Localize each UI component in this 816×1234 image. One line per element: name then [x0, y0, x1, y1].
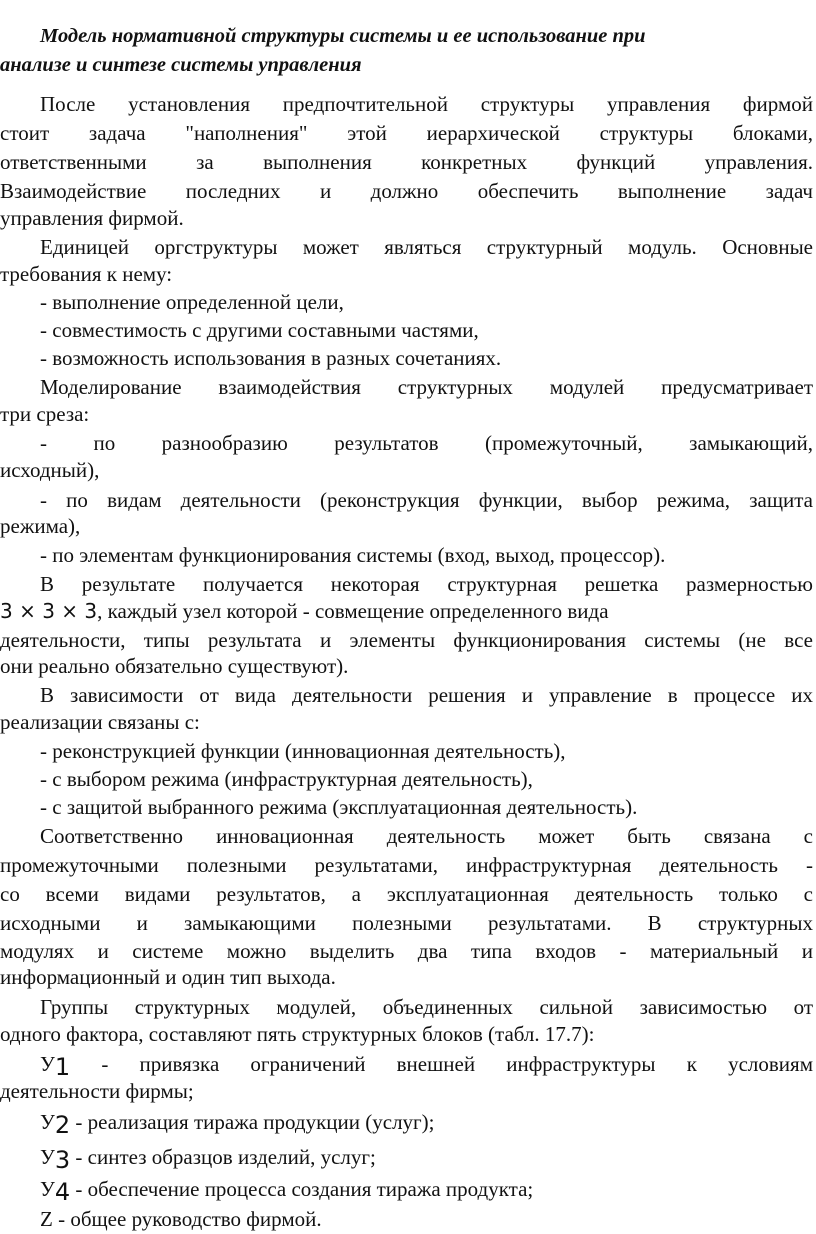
paragraph-line: они реально обязательно существуют).: [0, 654, 349, 678]
paragraph-line: [0, 597, 813, 626]
paragraph-line: одного фактора, составляют пять структурных блоков (табл. 17.7):: [0, 1022, 595, 1046]
dimension-formula: 3 × 3 × 3: [0, 599, 98, 623]
list-item: - реконструкцией функции (инновационная деятельность),: [40, 739, 566, 763]
paragraph-line: Единицей оргструктуры может являться структурный модуль. Основные: [40, 235, 813, 259]
list-item: - по элементам функционирования системы (вход, выход, процессор).: [40, 543, 666, 567]
paragraph-line: со всеми видами результатов, а эксплуатационная деятельность только с: [0, 882, 813, 906]
block-index: 3: [54, 1146, 71, 1174]
list-item: - с защитой выбранного режима (эксплуатационная деятельность).: [40, 795, 638, 819]
paragraph-line: Моделирование взаимодействия структурных модулей предусматривает: [40, 375, 813, 399]
paragraph-line: исходными и замыкающими полезными результатами. В структурных: [0, 911, 813, 935]
paragraph-line: Группы структурных модулей, объединенных сильной зависимостью от: [40, 995, 813, 1019]
block-text: - реализация тиража продукции (услуг);: [70, 1110, 435, 1134]
paragraph-line: ответственными за выполнения конкретных функций управления.: [0, 150, 813, 174]
paragraph-line: стоит задача "наполнения" этой иерархической структуры блоками,: [0, 121, 813, 145]
block-text: - синтез образцов изделий, услуг;: [70, 1145, 376, 1169]
list-item: - с выбором режима (инфраструктурная деятельность),: [40, 767, 533, 791]
paragraph-line: промежуточными полезными результатами, инфраструктурная деятельность -: [0, 853, 813, 877]
paragraph-line: В зависимости от вида деятельности решения и управление в процессе их: [40, 683, 813, 707]
block-letter: У: [40, 1177, 55, 1201]
block-item-y4: [40, 1174, 816, 1204]
block-letter: У: [40, 1110, 55, 1134]
paragraph-line: После установления предпочтительной структуры управления фирмой: [40, 92, 813, 116]
block-item-y1: [40, 1049, 813, 1079]
paragraph-line: Соответственно инновационная деятельность может быть связана с: [40, 824, 813, 848]
block-index: 4: [54, 1178, 71, 1206]
paragraph-line: Взаимодействие последних и должно обеспечить выполнение задач: [0, 179, 813, 203]
block-index: 2: [54, 1111, 71, 1139]
list-item: - по видам деятельности (реконструкция функции, выбор режима, защита: [40, 488, 813, 512]
block-index: 1: [54, 1053, 71, 1081]
paragraph-line: управления фирмой.: [0, 206, 184, 230]
list-item: - по разнообразию результатов (промежуточный, замыкающий,: [40, 431, 813, 455]
block-item-y2: [40, 1107, 816, 1137]
list-item: режима),: [0, 514, 81, 538]
paragraph-line-rest: , каждый узел которой - совмещение определенного вида: [97, 599, 609, 623]
paragraph-line: три среза:: [0, 402, 90, 426]
block-item-y3: [40, 1142, 816, 1172]
block-letter: Z: [40, 1207, 53, 1231]
list-item: - совместимость с другими составными частями,: [40, 318, 479, 342]
block-item-y1-continuation: деятельности фирмы;: [0, 1079, 194, 1103]
paragraph-line: модулях и системе можно выделить два типа входов - материальный и: [0, 939, 813, 963]
section-title-line-2: анализе и синтезе системы управления: [0, 54, 362, 76]
block-item-z: [40, 1205, 816, 1234]
paragraph-line: В результате получается некоторая структурная решетка размерностью: [40, 572, 813, 596]
paragraph-line: требования к нему:: [0, 262, 173, 286]
block-letter: У: [40, 1052, 55, 1076]
paragraph-line: деятельности, типы результата и элементы функционирования системы (не все: [0, 628, 813, 652]
list-item: - выполнение определенной цели,: [40, 290, 344, 314]
list-item: - возможность использования в разных сочетаниях.: [40, 346, 502, 370]
paragraph-line: информационный и один тип выхода.: [0, 965, 336, 989]
block-letter: У: [40, 1145, 55, 1169]
paragraph-line: реализации связаны с:: [0, 710, 200, 734]
block-text: - привязка ограничений внешней инфраструктуры к условиям: [70, 1052, 813, 1076]
section-title-line-1: Модель нормативной структуры системы и ее использование при: [40, 25, 646, 47]
block-text: - обеспечение процесса создания тиража продукта;: [70, 1177, 534, 1201]
block-text: - общее руководство фирмой.: [52, 1207, 322, 1231]
list-item: исходный),: [0, 458, 100, 482]
